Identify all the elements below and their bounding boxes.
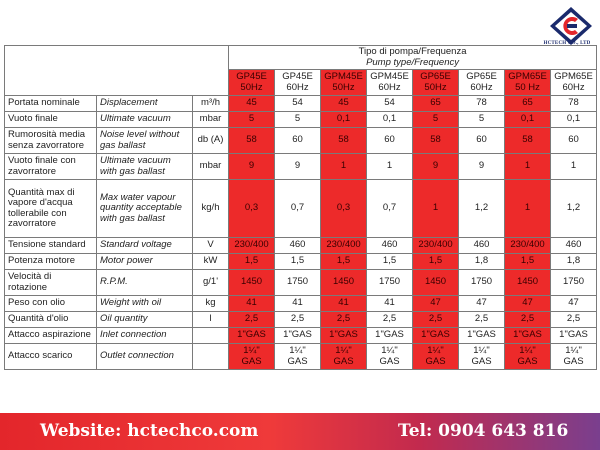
- row-label-en: R.P.M.: [97, 270, 193, 296]
- table-row: [5, 296, 597, 312]
- value-cell: 78: [551, 96, 597, 112]
- model-header-cell: [275, 70, 321, 96]
- footer-banner: [0, 413, 600, 450]
- value-cell: 1"GAS: [229, 328, 275, 344]
- table-row: [5, 112, 597, 128]
- value-cell: 65: [505, 96, 551, 112]
- value-cell: 2,5: [229, 312, 275, 328]
- row-label-en: Ultimate vacuum: [97, 112, 193, 128]
- value-cell: 1450: [505, 270, 551, 296]
- value-cell: 60: [367, 128, 413, 154]
- value-cell: 1750: [459, 270, 505, 296]
- row-unit: l: [193, 312, 229, 328]
- row-label-it: Portata nominale: [5, 96, 97, 112]
- value-cell: 1¼" GAS: [367, 344, 413, 370]
- value-cell: 1"GAS: [275, 328, 321, 344]
- value-cell: 0,3: [229, 180, 275, 238]
- value-cell: 1¼" GAS: [413, 344, 459, 370]
- row-label-en: Displacement: [97, 96, 193, 112]
- value-cell: 5: [275, 112, 321, 128]
- model-header-cell: [413, 70, 459, 96]
- value-cell: 1: [321, 154, 367, 180]
- value-cell: 1450: [321, 270, 367, 296]
- row-unit: kg/h: [193, 180, 229, 238]
- pump-type-header: [229, 46, 597, 70]
- value-cell: 2,5: [505, 312, 551, 328]
- value-cell: 460: [275, 238, 321, 254]
- model-frequency: 50Hz: [332, 81, 355, 93]
- model-frequency: 50Hz: [424, 81, 447, 93]
- row-label-it: Quantità max di vapore d'acqua tollerabile con zavorratore: [5, 180, 97, 238]
- value-cell: 47: [505, 296, 551, 312]
- model-frequency: 60Hz: [286, 81, 309, 93]
- row-label-it: Rumorosità media senza zavorratore: [5, 128, 97, 154]
- row-label-en: Weight with oil: [97, 296, 193, 312]
- value-cell: 1¼" GAS: [321, 344, 367, 370]
- value-cell: 47: [413, 296, 459, 312]
- value-cell: 41: [321, 296, 367, 312]
- value-cell: 1,5: [367, 254, 413, 270]
- model-frequency: 60Hz: [562, 81, 585, 93]
- value-cell: 0,1: [505, 112, 551, 128]
- table-row: [5, 128, 597, 154]
- value-cell: 1,8: [459, 254, 505, 270]
- row-label-it: Attacco aspirazione: [5, 328, 97, 344]
- value-cell: 1: [505, 180, 551, 238]
- phone-number[interactable]: Tel: 0904 643 816: [398, 421, 569, 441]
- value-cell: 47: [551, 296, 597, 312]
- value-cell: 460: [551, 238, 597, 254]
- value-cell: 1450: [229, 270, 275, 296]
- pump-type-header-en: Pump type/Frequency: [366, 56, 459, 68]
- model-header-cell: [367, 70, 413, 96]
- table-row: [5, 270, 597, 296]
- value-cell: 41: [229, 296, 275, 312]
- value-cell: 60: [551, 128, 597, 154]
- value-cell: 58: [321, 128, 367, 154]
- value-cell: 230/400: [229, 238, 275, 254]
- row-label-it: Attacco scarico: [5, 344, 97, 370]
- value-cell: 5: [229, 112, 275, 128]
- value-cell: 1750: [275, 270, 321, 296]
- value-cell: 1"GAS: [551, 328, 597, 344]
- value-cell: 1750: [367, 270, 413, 296]
- value-cell: 1: [413, 180, 459, 238]
- value-cell: 9: [275, 154, 321, 180]
- row-label-it: Peso con olio: [5, 296, 97, 312]
- value-cell: 1¼" GAS: [505, 344, 551, 370]
- model-name: GP45E: [236, 71, 267, 82]
- value-cell: 1,2: [459, 180, 505, 238]
- value-cell: 58: [229, 128, 275, 154]
- value-cell: 1450: [413, 270, 459, 296]
- value-cell: 2,5: [413, 312, 459, 328]
- table-row: [5, 312, 597, 328]
- model-header-cell: [229, 70, 275, 96]
- brand-name: HCTECH CO., LTD: [543, 41, 591, 46]
- table-row: [5, 254, 597, 270]
- value-cell: 45: [229, 96, 275, 112]
- row-label-en: Oil quantity: [97, 312, 193, 328]
- pump-type-header-it: Tipo di pompa/Frequenza: [358, 46, 467, 57]
- value-cell: 9: [413, 154, 459, 180]
- table-row: [5, 238, 597, 254]
- row-unit: [193, 328, 229, 344]
- value-cell: 1: [505, 154, 551, 180]
- row-unit: mbar: [193, 112, 229, 128]
- model-name: GPM65E: [508, 71, 547, 82]
- value-cell: 47: [459, 296, 505, 312]
- value-cell: 1,2: [551, 180, 597, 238]
- value-cell: 230/400: [505, 238, 551, 254]
- value-cell: 1"GAS: [505, 328, 551, 344]
- model-name: GP65E: [466, 71, 497, 82]
- value-cell: 1,8: [551, 254, 597, 270]
- row-label-en: Outlet connection: [97, 344, 193, 370]
- model-name: GPM45E: [324, 71, 363, 82]
- value-cell: 2,5: [551, 312, 597, 328]
- value-cell: 1,5: [275, 254, 321, 270]
- row-unit: [193, 344, 229, 370]
- value-cell: 0,7: [367, 180, 413, 238]
- row-unit: db (A): [193, 128, 229, 154]
- value-cell: 5: [413, 112, 459, 128]
- table-row: [5, 328, 597, 344]
- value-cell: 1"GAS: [367, 328, 413, 344]
- value-cell: 2,5: [275, 312, 321, 328]
- hctech-logo-icon: [548, 6, 594, 46]
- header-blank-cell: [5, 46, 229, 96]
- value-cell: 1,5: [413, 254, 459, 270]
- row-label-en: Noise level without gas ballast: [97, 128, 193, 154]
- value-cell: 1,5: [505, 254, 551, 270]
- value-cell: 1,5: [321, 254, 367, 270]
- row-unit: kW: [193, 254, 229, 270]
- value-cell: 460: [367, 238, 413, 254]
- model-name: GPM65E: [554, 71, 593, 82]
- value-cell: 230/400: [413, 238, 459, 254]
- value-cell: 1,5: [229, 254, 275, 270]
- row-label-en: Ultimate vacuum with gas ballast: [97, 154, 193, 180]
- value-cell: 54: [367, 96, 413, 112]
- value-cell: 1750: [551, 270, 597, 296]
- row-label-en: Inlet connection: [97, 328, 193, 344]
- row-unit: mbar: [193, 154, 229, 180]
- value-cell: 1"GAS: [459, 328, 505, 344]
- row-unit: V: [193, 238, 229, 254]
- value-cell: 60: [275, 128, 321, 154]
- value-cell: 65: [413, 96, 459, 112]
- value-cell: 58: [413, 128, 459, 154]
- value-cell: 1¼" GAS: [551, 344, 597, 370]
- row-unit: m³/h: [193, 96, 229, 112]
- row-label-en: Max water vapour quantity acceptable with gas ballast: [97, 180, 193, 238]
- model-name: GP45E: [282, 71, 313, 82]
- model-frequency: 50 Hz: [515, 81, 540, 93]
- value-cell: 60: [459, 128, 505, 154]
- value-cell: 1¼" GAS: [229, 344, 275, 370]
- row-label-en: Motor power: [97, 254, 193, 270]
- row-label-it: Quantità d'olio: [5, 312, 97, 328]
- row-label-it: Potenza motore: [5, 254, 97, 270]
- value-cell: 0,1: [551, 112, 597, 128]
- model-header-cell: [459, 70, 505, 96]
- value-cell: 460: [459, 238, 505, 254]
- value-cell: 0,3: [321, 180, 367, 238]
- value-cell: 1"GAS: [321, 328, 367, 344]
- specification-table: [4, 45, 597, 370]
- value-cell: 9: [459, 154, 505, 180]
- row-label-it: Tensione standard: [5, 238, 97, 254]
- table-row: [5, 154, 597, 180]
- model-name: GPM45E: [370, 71, 409, 82]
- row-label-it: Velocità di rotazione: [5, 270, 97, 296]
- value-cell: 0,7: [275, 180, 321, 238]
- model-frequency: 50Hz: [240, 81, 263, 93]
- value-cell: 2,5: [321, 312, 367, 328]
- model-frequency: 60Hz: [470, 81, 493, 93]
- model-header-cell: [321, 70, 367, 96]
- value-cell: 58: [505, 128, 551, 154]
- value-cell: 1"GAS: [413, 328, 459, 344]
- value-cell: 41: [367, 296, 413, 312]
- row-label-en: Standard voltage: [97, 238, 193, 254]
- value-cell: 1¼" GAS: [459, 344, 505, 370]
- model-header-cell: [505, 70, 551, 96]
- value-cell: 45: [321, 96, 367, 112]
- table-row: [5, 180, 597, 238]
- value-cell: 41: [275, 296, 321, 312]
- model-name: GP65E: [420, 71, 451, 82]
- value-cell: 230/400: [321, 238, 367, 254]
- value-cell: 0,1: [321, 112, 367, 128]
- value-cell: 78: [459, 96, 505, 112]
- value-cell: 0,1: [367, 112, 413, 128]
- model-frequency: 60Hz: [378, 81, 401, 93]
- table-row: [5, 344, 597, 370]
- value-cell: 2,5: [367, 312, 413, 328]
- value-cell: 5: [459, 112, 505, 128]
- row-unit: g/1': [193, 270, 229, 296]
- table-row: [5, 96, 597, 112]
- row-unit: kg: [193, 296, 229, 312]
- row-label-it: Vuoto finale con zavorratore: [5, 154, 97, 180]
- model-header-cell: [551, 70, 597, 96]
- value-cell: 1¼" GAS: [275, 344, 321, 370]
- value-cell: 2,5: [459, 312, 505, 328]
- value-cell: 9: [229, 154, 275, 180]
- value-cell: 1: [367, 154, 413, 180]
- value-cell: 1: [551, 154, 597, 180]
- row-label-it: Vuoto finale: [5, 112, 97, 128]
- value-cell: 54: [275, 96, 321, 112]
- website-link[interactable]: Website: hctechco.com: [40, 421, 259, 441]
